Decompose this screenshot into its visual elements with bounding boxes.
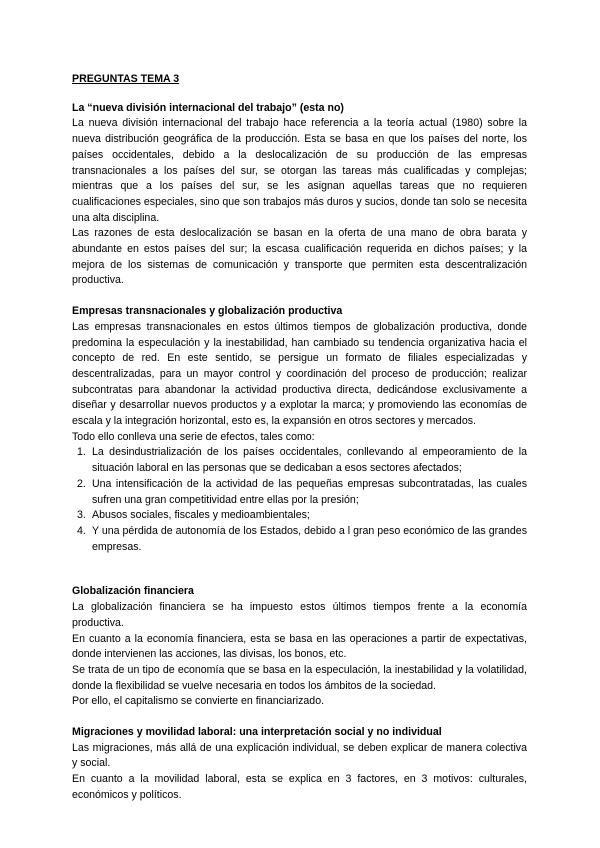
paragraph: Todo ello conlleva una serie de efectos, tales como: <box>72 430 315 443</box>
section-heading: Globalización financiera <box>72 585 194 598</box>
list-text: Abusos sociales, fiscales y medioambientales; <box>92 509 310 522</box>
list-number: 3. <box>77 509 86 522</box>
section-empresas-transnacionales <box>72 304 527 555</box>
paragraph: La globalización financiera se ha impuesto estos últimos tiempos frente a la economía productiva. <box>72 601 527 629</box>
list-text: Una intensificación de la actividad de las pequeñas empresas subcontratadas, las cuales sufren una gran competitividad entre ellas por la presión; <box>92 477 527 506</box>
section-migraciones <box>72 725 527 804</box>
section-heading: La “nueva división internacional del trabajo” (esta no) <box>72 101 344 114</box>
paragraph: En cuanto a la movilidad laboral, esta se explica en 3 factores, en 3 motivos: culturales, económicos y políticos. <box>72 773 527 801</box>
list-number: 4. <box>77 524 86 537</box>
section-heading: Migraciones y movilidad laboral: una interpretación social y no individual <box>72 726 442 739</box>
list-item <box>72 477 527 508</box>
list-text: Y una pérdida de autonomía de los Estados, debido a l gran peso económico de las grandes empresas. <box>92 524 527 553</box>
list-number: 1. <box>77 446 86 459</box>
section-nueva-division <box>72 101 527 289</box>
document-title: PREGUNTAS TEMA 3 <box>72 73 180 85</box>
document-body <box>72 72 527 804</box>
list-item <box>72 508 527 524</box>
list-text: La desindustrialización de los países occidentales, conllevando al empeoramiento de la situación laboral en las personas que se dedicaban a esos sectores afectados; <box>92 446 527 475</box>
paragraph: Las migraciones, más allá de una explicación individual, se deben explicar de manera colectiva y social. <box>72 741 527 770</box>
section-heading: Empresas transnacionales y globalización productiva <box>72 305 343 318</box>
section-globalizacion-financiera <box>72 584 527 710</box>
paragraph: Las empresas transnacionales en estos últimos tiempos de globalización productiva, donde predomina la especulación y la inestabilidad, han cambiado su tendencia organizativa hacia el concepto de red. En este sentido, se persigue un formato de filiales especializadas y descentralizadas, para un mayor control y coordinación del proceso de producción; realizar subcontratas para abandonar la actividad productiva directa, dedicándose exclusivamente a diseñar y desarrollar nuevos productos y a explotar la marca; y promoviendo las economías de escala y la integración horizontal, esto es, la expansión en otros sectores y mercados. <box>72 320 527 428</box>
paragraph: En cuanto a la economía financiera, esta se basa en las operaciones a partir de expectativas, donde intervienen las acciones, las divisas, los bonos, etc. <box>72 632 527 661</box>
list-item <box>72 445 527 476</box>
paragraph: Por ello, el capitalismo se convierte en financiarizado. <box>72 695 325 708</box>
paragraph: La nueva división internacional del trabajo hace referencia a la teoría actual (1980) sobre la nueva distribución geográfica de la producción. Esta se basa en que los países del norte, los países occidentales, debido a la deslocalización de su producción de las empresas transnacionales a los países del sur, se otorgan las tareas más cualificadas y complejas; mientras que a los países del sur, se les asignan aquellas tareas que no requieren cualificaciones especiales, sino que son trabajos más duros y sucios, donde tan solo se necesita una alta disciplina. <box>72 117 527 224</box>
list-item <box>72 524 527 555</box>
list-number: 2. <box>77 477 86 490</box>
paragraph: Las razones de esta deslocalización se basan en la oferta de una mano de obra barata y abundante en estos países del sur; la escasa cualificación requerida en dichos países; y la mejora de los sistemas de comunicación y transporte que permiten esta descentralización productiva. <box>72 227 527 287</box>
effects-list <box>72 445 527 555</box>
paragraph: Se trata de un tipo de economía que se basa en la especulación, la inestabilidad y la volatilidad, donde la flexibilidad se vuelve necesaria en todos los ámbitos de la sociedad. <box>72 663 527 692</box>
